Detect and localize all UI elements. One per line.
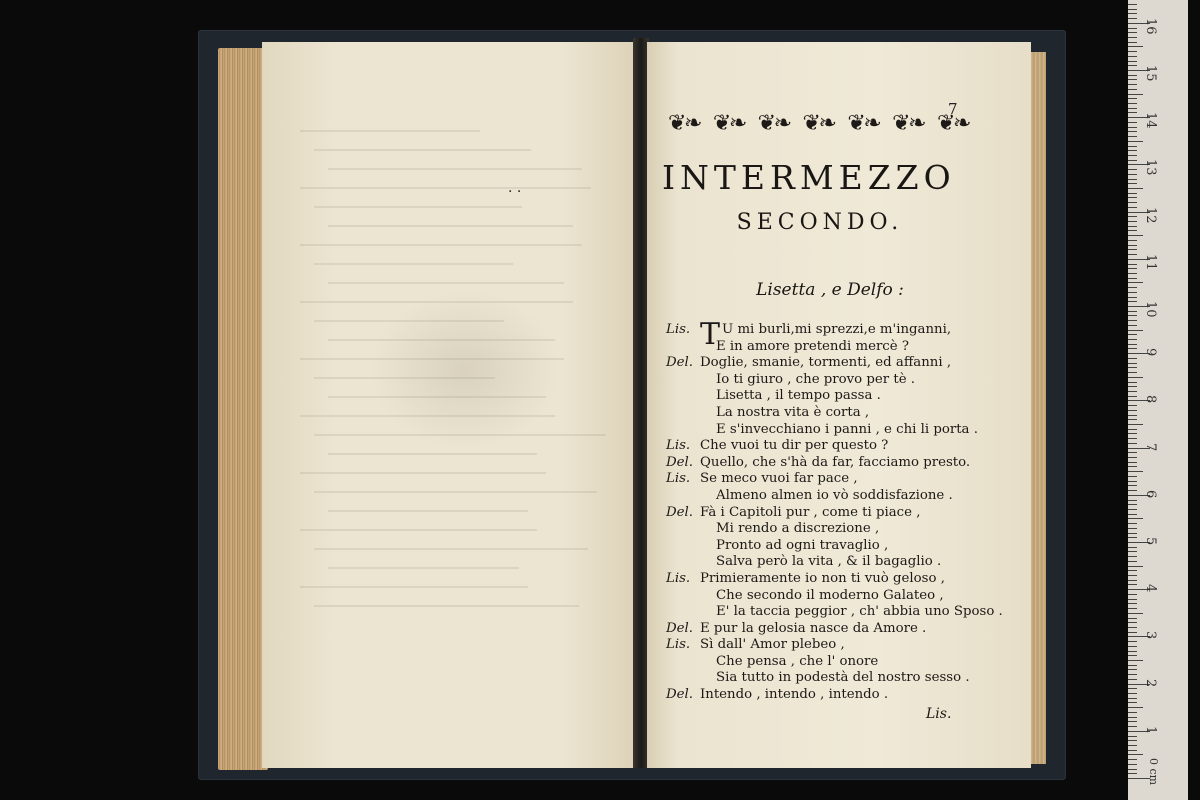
ruler-unit-label: 0 cm [1147,758,1160,786]
verse-line-text: Intendo , intendo , intendo . [700,687,889,703]
verse-line [666,405,996,422]
verse-line [666,604,1003,621]
fleuron-icon [668,114,704,140]
speaker-label: Del. [666,620,694,636]
ruler-number: 7 [1143,442,1158,451]
ruler-number: 1 [1143,725,1158,735]
verse-line [666,422,996,439]
verse-line-text: La nostra vita è corta , [716,404,870,420]
headpiece-ornament [668,114,973,140]
verse-line-text: E pur la gelosia nasce da Amore . [700,620,927,636]
ruler-number: 3 [1143,631,1158,640]
speaker-label: Lis. [666,471,691,487]
verse-line-text: Fà i Capitoli pur , come ti piace , [700,504,921,520]
ruler-number: 6 [1143,489,1158,499]
verse-line [666,388,996,405]
verse-line [666,670,996,687]
verse-line-text: Salva però la vita , & il bagaglio . [716,554,942,570]
verse-line [666,621,996,638]
verse-line [666,687,996,704]
verse-line-text: Sia tutto in podestà del nostro sesso . [716,670,970,686]
ruler-number: 11 [1143,253,1158,271]
verse-line [666,372,996,389]
verse-line [666,455,996,472]
ruler-number: 16 [1143,17,1158,35]
catchword: Lis. [926,706,952,722]
verse-line-text: Doglie, smanie, tormenti, ed affanni , [700,355,952,371]
verse-line-text: Quello, che s'hà da far, facciamo presto. [700,454,971,470]
verse-line-text: Mi rendo a discrezione , [716,521,880,537]
verse-line-text: Almeno almen io vò soddisfazione . [716,487,953,503]
fleuron-icon [892,114,928,140]
verse-line-text: E s'invecchiano i panni , e chi li porta . [716,421,978,437]
ruler-number: 12 [1143,206,1158,224]
speaker-label: Lis. [666,438,691,454]
bleed-through-shadow [370,290,560,450]
page-number: 7 [948,100,958,118]
verse-line-text: Io ti giuro , che provo per tè . [716,371,916,387]
verse-line [666,554,996,571]
ruler-number: 13 [1143,159,1158,176]
verse-line [666,339,996,356]
speaker-label: Del. [666,504,694,520]
ruler-number: 4 [1143,584,1158,593]
verse-line-text: Pronto ad ogni travaglio , [716,537,889,553]
verse-line [666,505,996,522]
ruler-number: 8 [1143,395,1158,404]
verse-line [666,521,996,538]
verse-line [666,538,996,555]
verse-line-text: Primieramente io non ti vuò geloso , [700,570,945,586]
fleuron-icon [847,114,883,140]
verse-line-text: U mi burli,mi sprezzi,e m'inganni, [722,322,952,337]
speaker-label: Del. [666,454,694,470]
ruler-number: 5 [1143,537,1158,546]
page-subtitle: SECONDO. [736,210,904,235]
ruler-number: 15 [1143,65,1158,82]
fleuron-icon [802,114,838,140]
verse-line-text: Che pensa , che l' onore [716,653,879,669]
speaker-label: Del. [666,355,694,371]
verse-text [666,317,1003,704]
speaker-label: Del. [666,687,694,703]
speaker-label: Lis. [666,322,691,337]
verse-line-text: Se meco vuoi far pace , [700,471,858,487]
verse-line [666,571,996,588]
fleuron-icon [937,114,973,140]
verse-line-text: Lisetta , il tempo passa . [716,388,881,404]
verse-line-text: E in amore pretendi mercè ? [716,338,909,354]
characters-heading: Lisetta , e Delfo : [756,280,904,300]
drop-capital: T [700,317,721,352]
verse-line [666,588,996,605]
verse-line-text: Che secondo il moderno Galateo , [716,587,944,603]
verse-line [666,654,996,671]
ruler-number: 9 [1143,348,1158,357]
ruler-number: 10 [1143,301,1158,318]
fleuron-icon [713,114,749,140]
verse-line [666,471,996,488]
page-edges-left [218,48,268,770]
verse-line [666,355,996,372]
fleuron-icon [758,114,794,140]
measuring-ruler [1128,0,1188,800]
ruler-number: 14 [1143,112,1158,129]
verse-line [666,637,996,654]
verse-line-text: Che vuoi tu dir per questo ? [700,438,889,454]
verse-line [666,438,996,455]
speaker-label: Lis. [666,570,691,586]
verse-line-text: E' la taccia peggior , ch' abbia uno Sposo . [716,604,1003,620]
left-page-mark: . . [508,180,522,196]
verse-line [666,488,996,505]
speaker-label: Lis. [666,637,691,653]
page-title: INTERMEZZO [662,158,956,197]
ruler-number: 2 [1143,678,1158,687]
verse-line-text: Sì dall' Amor plebeo , [700,637,845,653]
